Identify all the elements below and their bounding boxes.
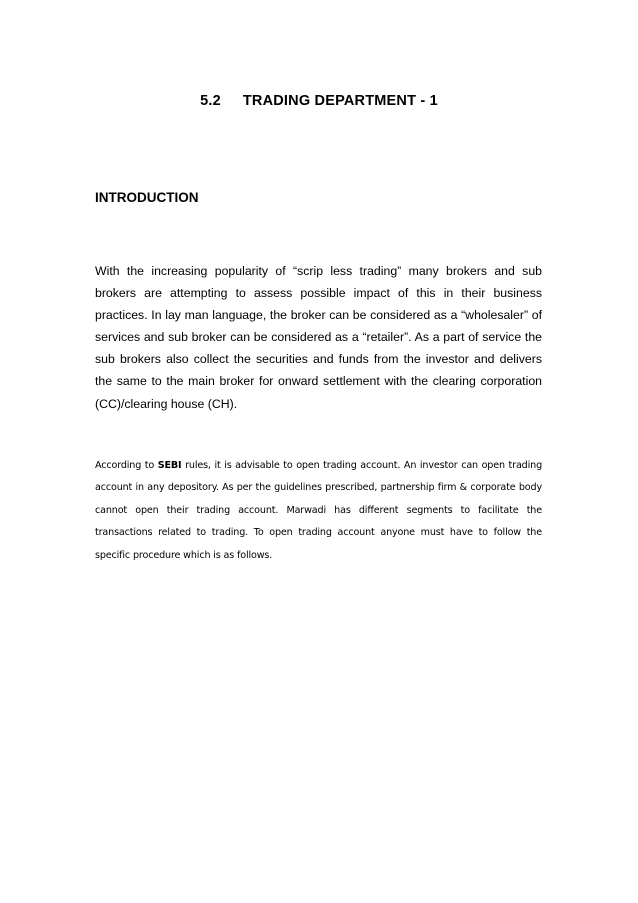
page-heading (0, 93, 638, 109)
intro-paragraph: With the increasing popularity of “scrip less trading” many brokers and sub brokers are attempting to assess possible impact of this in their business practices. In lay man language, the broker can be considered as a “wholesaler” of services and sub broker can be considered as a “retailer”. As a part of service the sub brokers also collect the securities and funds from the investor and delivers the same to the main broker for onward settlement with the clearing corporation (CC)/clearing house (CH). (95, 264, 542, 411)
heading-title: TRADING DEPARTMENT - 1 (242, 93, 438, 109)
heading-number: 5.2 (200, 93, 221, 109)
sebi-paragraph (95, 455, 542, 567)
section-title: INTRODUCTION (95, 190, 199, 205)
sebi-paragraph-lead: According to (95, 460, 158, 471)
sebi-term: SEBI (157, 460, 182, 471)
sebi-paragraph-body: rules, it is advisable to open trading account. An investor can open trading account in any depository. As per the guidelines prescribed, partnership firm & corporate body cannot open their trading account. Marwadi has different segments to facilitate the transactions related to trading. To open trading account anyone must have to follow the specific procedure which is as follows. (95, 460, 543, 561)
